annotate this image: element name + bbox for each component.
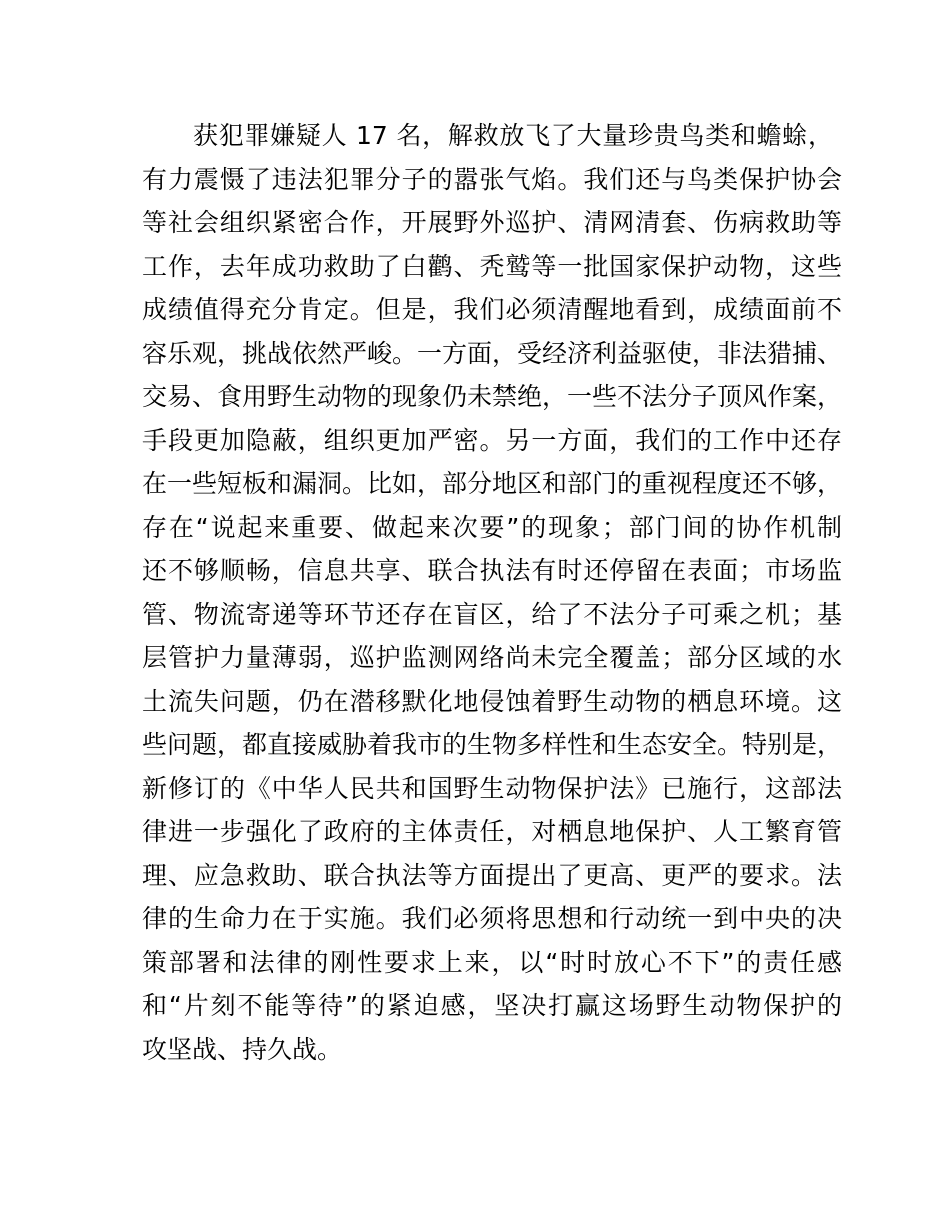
paragraph-line: 些问题，都直接威胁着我市的生物多样性和生态安全。特别是，: [142, 730, 843, 759]
paragraph-line: 管、物流寄递等环节还存在盲区，给了不法分子可乘之机；基: [142, 600, 842, 629]
paragraph-line: 容乐观，挑战依然严峻。一方面，受经济利益驱使，非法猎捕、: [142, 339, 843, 368]
paragraph-line: 成绩值得充分肯定。但是，我们必须清醒地看到，成绩面前不: [142, 295, 842, 324]
paragraph-line: 还不够顺畅，信息共享、联合执法有时还停留在表面；市场监: [142, 556, 842, 585]
paragraph-line: 存在“说起来重要、做起来次要”的现象；部门间的协作机制: [142, 513, 842, 542]
paragraph-line: 策部署和法律的刚性要求上来，以“时时放心不下”的责任感: [142, 948, 842, 977]
paragraph-line: 工作，去年成功救助了白鹳、秃鹫等一批国家保护动物，这些: [142, 252, 842, 281]
paragraph-line: 新修订的《中华人民共和国野生动物保护法》已施行，这部法: [142, 774, 842, 803]
paragraph-line: 理、应急救助、联合执法等方面提出了更高、更严的要求。法: [142, 861, 842, 890]
paragraph-line: 交易、食用野生动物的现象仍未禁绝，一些不法分子顶风作案，: [142, 382, 843, 411]
paragraph-line: 攻坚战、持久战。: [142, 1035, 343, 1064]
paragraph-line: 获犯罪嫌疑人 17 名，解救放飞了大量珍贵鸟类和蟾蜍，: [193, 121, 833, 150]
paragraph-line: 在一些短板和漏洞。比如，部分地区和部门的重视程度还不够，: [142, 469, 843, 498]
paragraph-line: 层管护力量薄弱，巡护监测网络尚未完全覆盖；部分区域的水: [142, 643, 842, 672]
paragraph-line: 等社会组织紧密合作，开展野外巡护、清网清套、伤病救助等: [142, 208, 842, 237]
paragraph-line: 有力震慑了违法犯罪分子的嚣张气焰。我们还与鸟类保护协会: [142, 165, 842, 194]
paragraph-line: 律进一步强化了政府的主体责任，对栖息地保护、人工繁育管: [142, 817, 842, 846]
paragraph-line: 土流失问题，仍在潜移默化地侵蚀着野生动物的栖息环境。这: [142, 687, 842, 716]
paragraph-line: 和“片刻不能等待”的紧迫感，坚决打赢这场野生动物保护的: [142, 991, 842, 1020]
paragraph-line: 手段更加隐蔽，组织更加严密。另一方面，我们的工作中还存: [142, 426, 842, 455]
paragraph-line: 律的生命力在于实施。我们必须将思想和行动统一到中央的决: [142, 904, 842, 933]
